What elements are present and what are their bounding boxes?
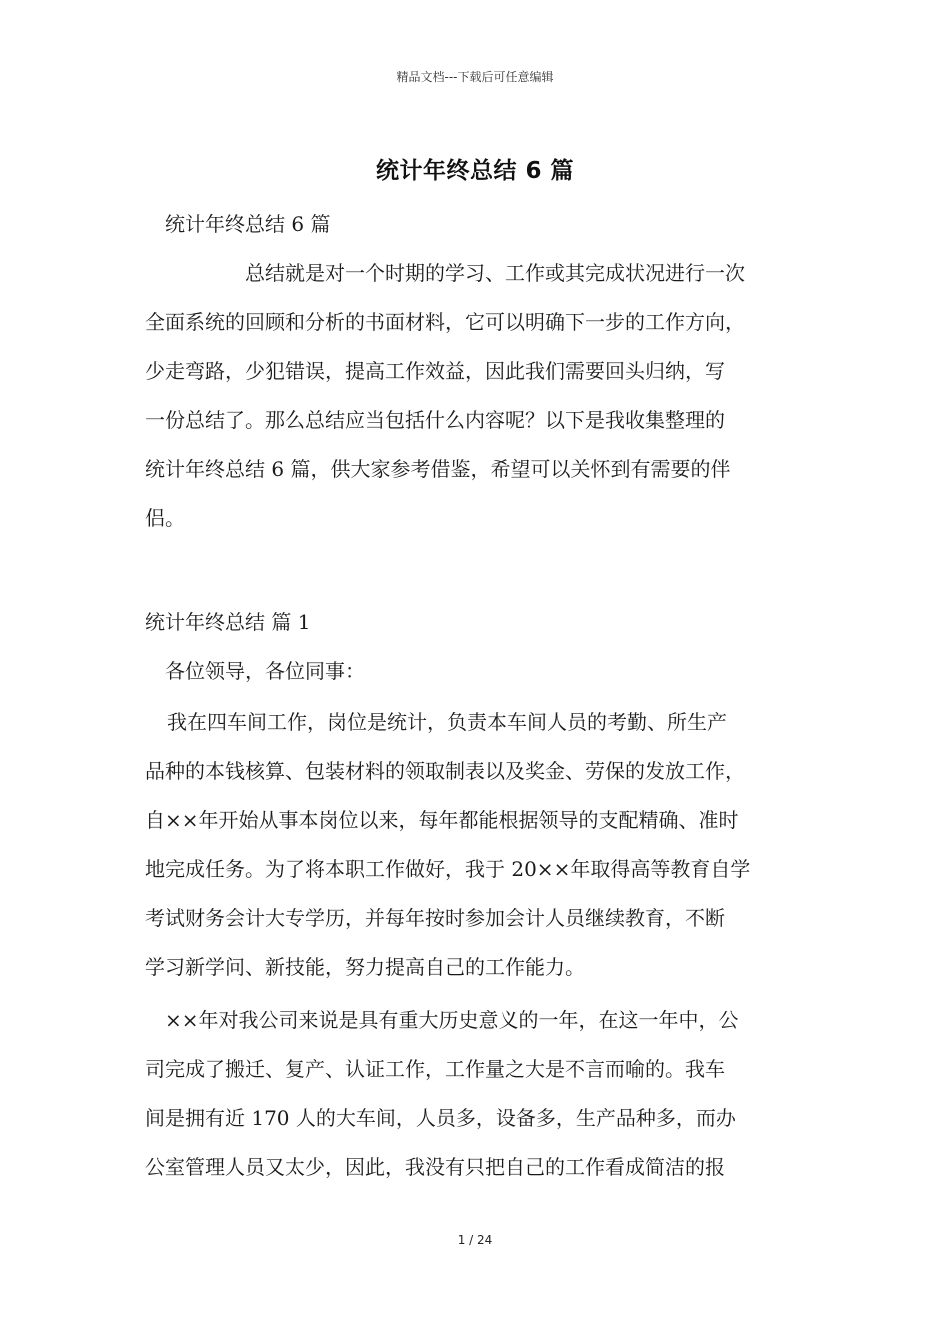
text-line: 我在四车间工作，岗位是统计，负责本车间人员的考勤、所生产 [167,710,727,734]
text-line: 总结就是对一个时期的学习、工作或其完成状况进行一次 [245,261,745,285]
text-line: ××年对我公司来说是具有重大历史意义的一年，在这一年中，公 [165,1008,739,1032]
text-line: 间是拥有近 170 人的大车间，人员多，设备多，生产品种多，而办 [145,1106,736,1130]
document-subtitle: 统计年终总结 6 篇 [165,212,331,236]
body-paragraph-2 [145,996,815,1192]
text-line: 自××年开始从事本岗位以来，每年都能根据领导的支配精确、准时 [145,808,739,832]
header-note: 精品文档---下载后可任意编辑 [396,70,554,84]
text-line: 侣。 [145,506,185,530]
text-line: 统计年终总结 6 篇，供大家参考借鉴，希望可以关怀到有需要的伴 [145,457,731,481]
text-line: 学习新学问、新技能，努力提高自己的工作能力。 [145,955,585,979]
text-line: 品种的本钱核算、包装材料的领取制表以及奖金、劳保的发放工作， [145,759,745,783]
document-title: 统计年终总结 6 篇 [375,158,575,184]
text-line: 一份总结了。那么总结应当包括什么内容呢？以下是我收集整理的 [145,408,725,432]
body-paragraph-1 [145,698,815,992]
text-line: 少走弯路，少犯错误，提高工作效益，因此我们需要回头归纳，写 [145,359,725,383]
page-number: 1 / 24 [457,1233,493,1247]
greeting: 各位领导，各位同事： [165,659,365,683]
section-heading: 统计年终总结 篇 1 [145,610,311,634]
text-line: 考试财务会计大专学历，并每年按时参加会计人员继续教育，不断 [145,906,725,930]
text-line: 全面系统的回顾和分析的书面材料，它可以明确下一步的工作方向， [145,310,745,334]
text-line: 公室管理人员又太少，因此，我没有只把自己的工作看成简洁的报 [145,1155,725,1179]
text-line: 地完成任务。为了将本职工作做好，我于 20××年取得高等教育自学 [145,857,751,881]
text-line: 司完成了搬迁、复产、认证工作，工作量之大是不言而喻的。我车 [145,1057,725,1081]
intro-paragraph [145,249,815,543]
